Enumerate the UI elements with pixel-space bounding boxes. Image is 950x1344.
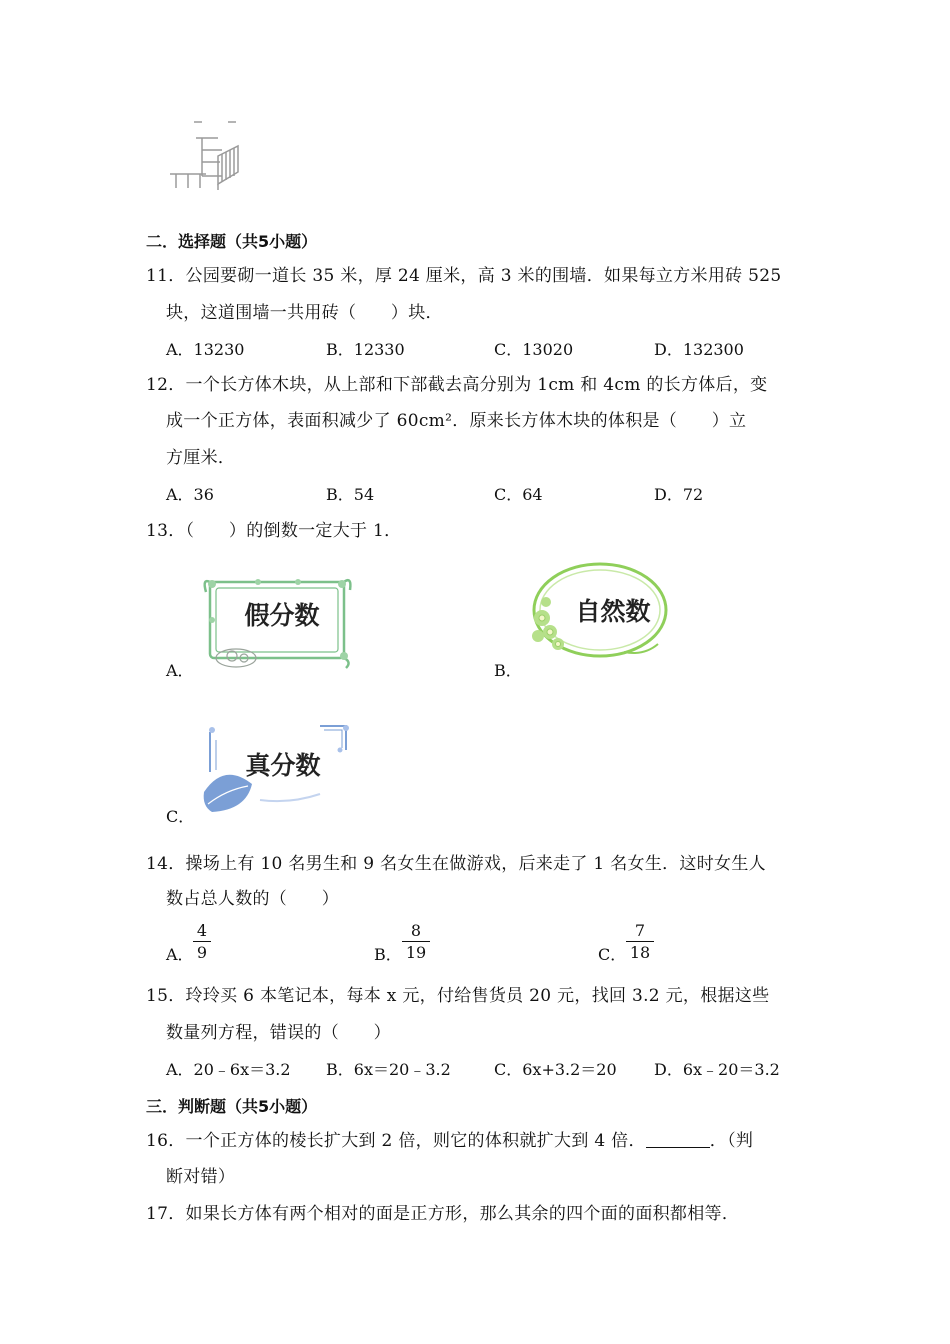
- q14-option-a-numerator: 4: [196, 921, 208, 940]
- fraction-bar: [626, 941, 654, 942]
- q13-option-a-label: A．: [166, 661, 194, 680]
- fraction-bar: [193, 941, 211, 942]
- q13-line1: 13．（ ）的倒数一定大于 1．: [146, 521, 402, 541]
- q15-line2: 数量列方程，错误的（ ）: [166, 1023, 391, 1043]
- q16-answer-blank[interactable]: [646, 1132, 710, 1148]
- q13-option-a-image-text: 假分数: [244, 601, 320, 630]
- q13-option-a-image: [198, 574, 354, 670]
- section-heading-judge: 三．判断题（共5小题）: [146, 1097, 318, 1116]
- q12-line1: 12．一个长方体木块，从上部和下部截去高分别为 1cm 和 4cm 的长方体后，变: [146, 375, 768, 395]
- q12-option-b: B．54: [326, 485, 375, 504]
- q14-option-c-label: C．: [598, 945, 627, 964]
- cube-stack-figure: [166, 116, 250, 192]
- q11-option-d: D．132300: [654, 340, 744, 359]
- q15-option-d: D．6x﹣20＝3.2: [654, 1060, 780, 1079]
- q11-line1: 11．公园要砌一道长 35 米，厚 24 厘米，高 3 米的围墙．如果每立方米用砖 525: [146, 266, 782, 286]
- q15-line1: 15．玲玲买 6 本笔记本，每本 x 元，付给售货员 20 元，找回 3.2 元，根据这些: [146, 986, 770, 1006]
- q14-option-c-numerator: 7: [634, 921, 646, 940]
- q15-option-b: B．6x＝20﹣3.2: [326, 1060, 451, 1079]
- q13-option-c-label: C．: [166, 807, 195, 826]
- q16-line1-text: 16．一个正方体的棱长扩大到 2 倍，则它的体积就扩大到 4 倍．: [146, 1131, 646, 1151]
- q12-line3: 方厘米．: [166, 448, 236, 468]
- q14-option-c-denominator: 18: [629, 943, 651, 962]
- q13-option-b-image-text: 自然数: [575, 597, 651, 626]
- q11-option-b: B．12330: [326, 340, 405, 359]
- q12-option-a: A．36: [166, 485, 214, 504]
- q14-option-b-denominator: 19: [405, 943, 427, 962]
- q15-option-c: C．6x+3.2＝20: [494, 1060, 617, 1079]
- q14-line2: 数占总人数的（ ）: [166, 889, 339, 909]
- q14-option-a-fraction: [193, 922, 211, 962]
- q14-option-a-label: A．: [166, 945, 194, 964]
- q17-line1: 17．如果长方体有两个相对的面是正方形，那么其余的四个面的面积都相等．: [146, 1204, 740, 1224]
- q14-option-c-fraction: [626, 922, 654, 962]
- q13-option-b-label: B．: [494, 661, 522, 680]
- q14-option-b-fraction: [402, 922, 430, 962]
- q16-line1: [146, 1130, 753, 1152]
- q12-line2: 成一个正方体，表面积减少了 60cm²．原来长方体木块的体积是（ ）立: [166, 411, 747, 431]
- q11-option-c: C．13020: [494, 340, 574, 359]
- q16-line1-suffix: ．（判: [709, 1131, 754, 1151]
- q14-option-b-numerator: 8: [410, 921, 422, 940]
- q13-option-c-image-text: 真分数: [245, 751, 321, 780]
- q13-option-c-image: [200, 720, 352, 816]
- q13-option-b-image: [524, 556, 670, 668]
- q15-option-a: A．20﹣6x＝3.2: [166, 1060, 291, 1079]
- q11-line2: 块，这道围墙一共用砖（ ）块．: [166, 303, 443, 323]
- q11-option-a: A．13230: [166, 340, 245, 359]
- section-heading-choice: 二．选择题（共5小题）: [146, 232, 318, 251]
- fraction-bar: [402, 941, 430, 942]
- q14-line1: 14．操场上有 10 名男生和 9 名女生在做游戏，后来走了 1 名女生．这时女生人: [146, 854, 766, 874]
- q16-line2: 断对错）: [166, 1167, 236, 1187]
- q12-option-c: C．64: [494, 485, 543, 504]
- q12-option-d: D．72: [654, 485, 704, 504]
- q14-option-b-label: B．: [374, 945, 402, 964]
- q14-option-a-denominator: 9: [196, 943, 208, 962]
